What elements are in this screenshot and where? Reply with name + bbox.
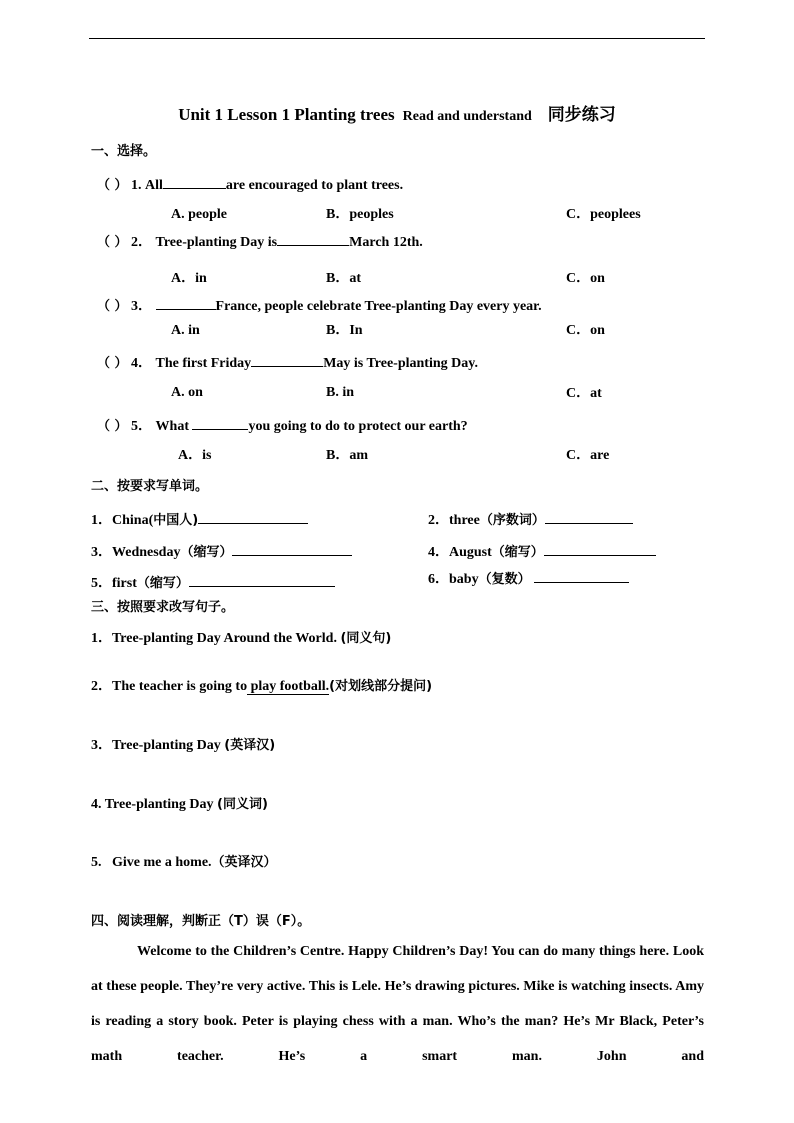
word-answer-blank[interactable] [544, 542, 656, 556]
word-hint: （缩写） [136, 576, 189, 591]
word-label: 4．August [428, 545, 492, 560]
word-hint: （缩写） [491, 545, 544, 560]
option-a[interactable]: A. people [171, 207, 227, 222]
option-a[interactable]: A. on [171, 385, 203, 400]
word-answer-blank[interactable] [545, 510, 633, 524]
answer-blank[interactable] [192, 416, 248, 430]
answer-blank[interactable] [156, 296, 216, 310]
option-a[interactable]: A．is [178, 448, 212, 463]
header-rule [89, 38, 705, 39]
question-1 [97, 175, 403, 195]
answer-bracket[interactable]: （ ） [97, 299, 128, 314]
section-heading-rewrite: 三、按照要求改写句子。 [91, 600, 235, 615]
answer-bracket[interactable]: （ ） [97, 356, 128, 371]
option-b[interactable]: B．peoples [326, 207, 394, 222]
rewrite-instruction: (同义句) [340, 631, 392, 646]
answer-bracket[interactable]: （ ） [97, 235, 128, 250]
rewrite-item-4 [91, 796, 268, 814]
rewrite-sentence: 2．The teacher is going to [91, 679, 248, 694]
word-answer-blank[interactable] [198, 510, 308, 524]
word-hint: 中国人) [153, 513, 199, 528]
section-heading-reading: 四、阅读理解，判断正（T）误（F）。 [91, 914, 311, 929]
word-hint: （缩写） [180, 545, 233, 560]
word-item-1 [91, 510, 308, 530]
option-c[interactable]: C．are [566, 448, 610, 463]
rewrite-sentence: 3．Tree-planting Day [91, 738, 221, 753]
word-hint: （复数） [478, 572, 531, 587]
question-text-post: March 12th. [349, 235, 423, 250]
word-label: 2．three [428, 513, 480, 528]
word-label: 3．Wednesday [91, 545, 181, 560]
rewrite-item-3 [91, 737, 275, 755]
underlined-phrase: play football. [247, 679, 330, 694]
answer-blank[interactable] [163, 175, 226, 189]
reading-passage [91, 934, 704, 1074]
option-c[interactable]: C．on [566, 323, 605, 338]
answer-bracket[interactable]: （ ） [97, 419, 128, 434]
word-item-4 [428, 542, 656, 562]
word-answer-blank[interactable] [232, 542, 352, 556]
word-hint: （序数词） [479, 513, 545, 528]
question-text-post: you going to do to protect our earth? [248, 419, 468, 434]
question-number: 2． [131, 235, 153, 250]
question-text-post: are encouraged to plant trees. [225, 178, 404, 193]
option-c[interactable]: C．on [566, 271, 605, 286]
question-text-pre: Tree-planting Day is [155, 235, 278, 250]
title-cn: 同步练习 [547, 105, 616, 125]
question-text-pre: All [145, 178, 163, 193]
rewrite-sentence: 4. Tree-planting Day [91, 797, 218, 812]
option-a[interactable]: A. in [171, 323, 200, 338]
section-heading-choice: 一、选择。 [91, 144, 157, 159]
answer-blank[interactable] [277, 232, 349, 246]
question-text-post: May is Tree-planting Day. [323, 356, 478, 371]
question-number: 5． [131, 419, 153, 434]
option-a[interactable]: A．in [171, 271, 207, 286]
rewrite-item-1 [91, 630, 391, 648]
question-text-pre: The first Friday [155, 356, 252, 371]
question-5 [97, 416, 468, 436]
question-3 [97, 296, 542, 316]
option-c[interactable]: C．peoplees [566, 207, 641, 222]
rewrite-item-5 [91, 854, 277, 872]
rewrite-item-2 [91, 678, 432, 696]
rewrite-sentence: 5. Give me a home. [91, 855, 212, 870]
word-answer-blank[interactable] [189, 573, 335, 587]
option-b[interactable]: B．am [326, 448, 368, 463]
question-2 [97, 232, 423, 252]
option-b[interactable]: B．In [326, 323, 363, 338]
rewrite-instruction: （英译汉） [211, 855, 277, 870]
question-number: 1. [131, 178, 142, 193]
rewrite-instruction: (英译汉) [224, 738, 276, 753]
title-main: Unit 1 Lesson 1 Planting trees [178, 105, 395, 124]
reading-text: Welcome to the Children’s Centre. Happy Children’s Day! You can do many things here. Look at these people. They’re very active. This is Lele. He’s drawing pictures. Mike is watching insects. Amy is reading a story book. Peter is playing chess with a man. Who’s the man? He’s Mr Black, Peter’s math teacher. He’s a smart man. John and [91, 944, 704, 1064]
section-heading-words: 二、按要求写单词。 [91, 479, 209, 494]
answer-blank[interactable] [251, 353, 323, 367]
word-item-5 [91, 573, 335, 593]
word-item-6 [428, 569, 629, 589]
worksheet-title [0, 100, 794, 125]
question-text-pre: What [155, 419, 189, 434]
rewrite-sentence: 1．Tree-planting Day Around the World. [91, 631, 337, 646]
word-answer-blank[interactable] [534, 569, 629, 583]
option-b[interactable]: B．at [326, 271, 361, 286]
word-item-3 [91, 542, 352, 562]
word-label: 5．first [91, 576, 137, 591]
word-item-2 [428, 510, 633, 530]
option-c[interactable]: C．at [566, 386, 602, 401]
rewrite-instruction: (对划线部分提问) [329, 679, 433, 694]
word-label: 1．China( [91, 513, 154, 528]
title-sub: Read and understand [402, 109, 532, 124]
question-number: 4． [131, 356, 153, 371]
question-4 [97, 353, 478, 373]
option-b[interactable]: B. in [326, 385, 355, 400]
word-label: 6．baby [428, 572, 479, 587]
answer-bracket[interactable]: （ ） [97, 178, 128, 193]
rewrite-instruction: (同义词) [217, 797, 268, 812]
question-text-post: France, people celebrate Tree-planting Day every year. [215, 299, 542, 314]
question-number: 3． [131, 299, 153, 314]
